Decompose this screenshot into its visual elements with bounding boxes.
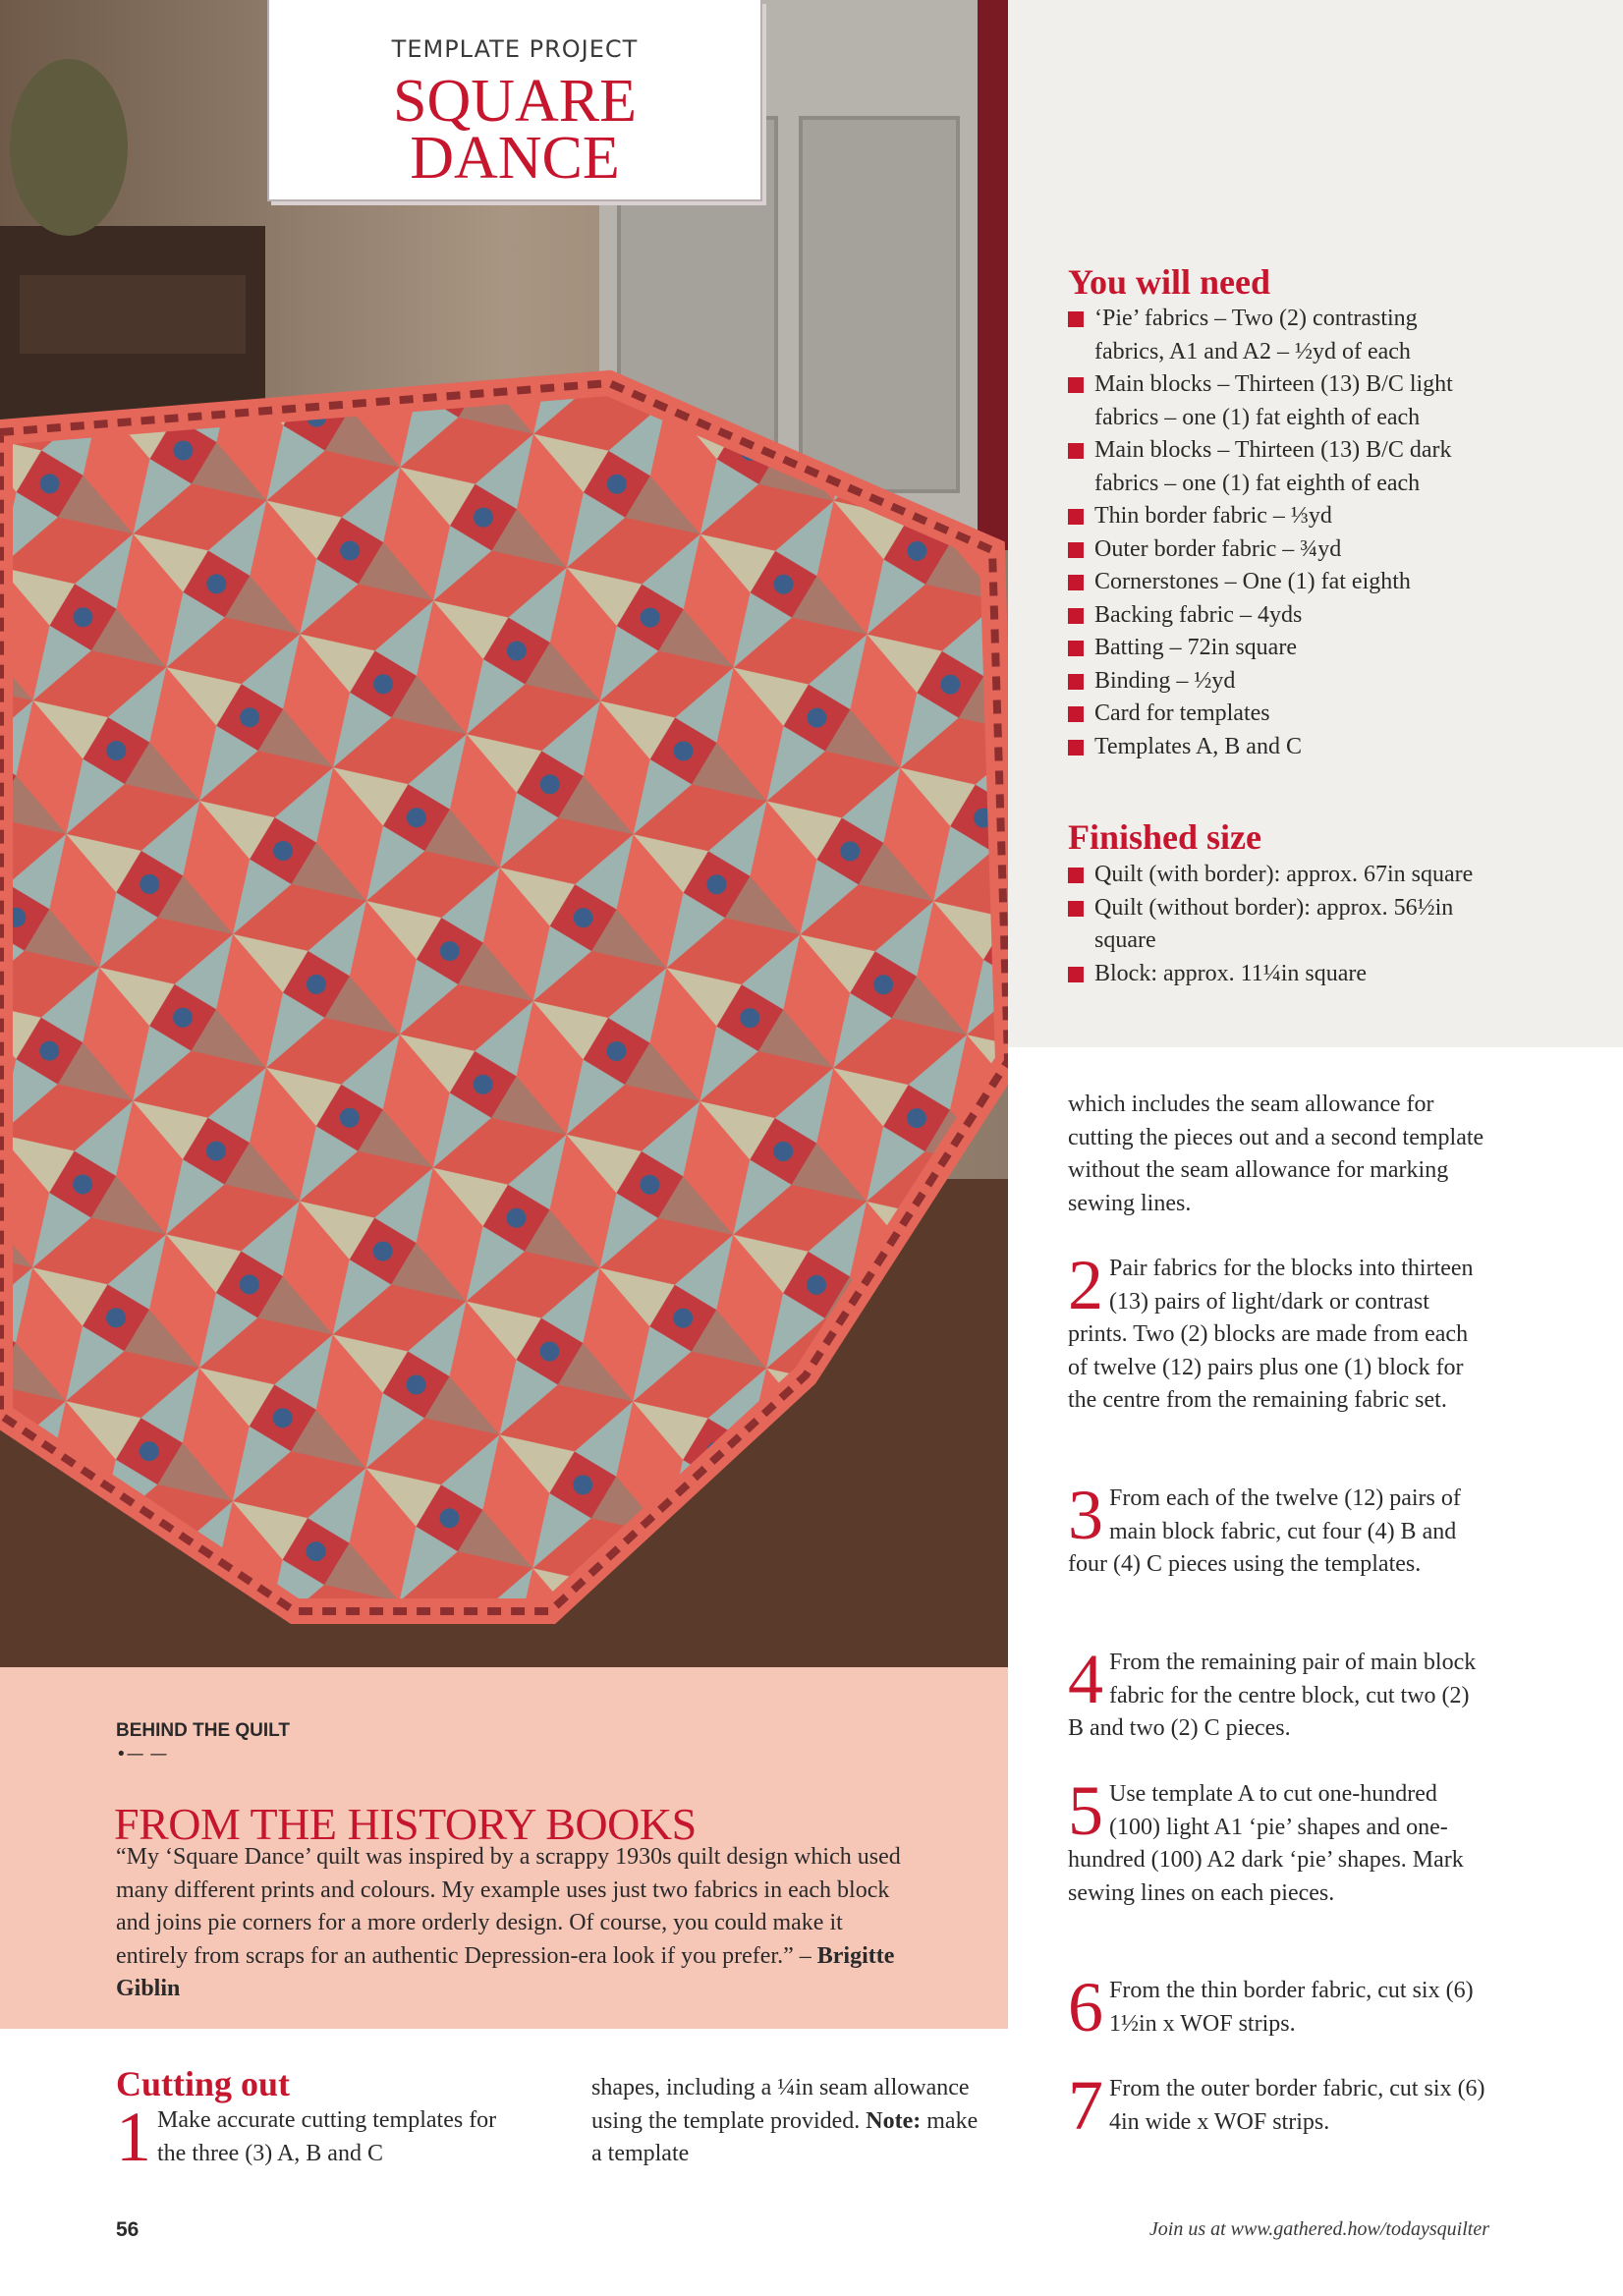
- cutting-out-heading: Cutting out: [116, 2064, 291, 2103]
- history-quote: [116, 1841, 902, 2006]
- step-6: [1068, 1968, 1490, 2046]
- bullet-square-icon: [1068, 641, 1084, 656]
- quote-text: “My ‘Square Dance’ quilt was inspired by a scrappy 1930s quilt design which used many different prints and colours. My example uses just two fabrics in each block and joins pie corners for a more orderly design. Of course, you could make it entirely from scraps for an authentic Depression-era look if you prefer.” –: [116, 1844, 901, 1969]
- bullet-square-icon: [1068, 443, 1084, 459]
- need-item: Binding – ½yd: [1068, 665, 1490, 699]
- bullet-square-icon: [1068, 901, 1084, 917]
- bullet-square-icon: [1068, 674, 1084, 690]
- step-number: 4: [1068, 1640, 1103, 1718]
- bullet-square-icon: [1068, 868, 1084, 883]
- project-title-line1: SQUARE: [392, 68, 638, 135]
- need-item: ‘Pie’ fabrics – Two (2) contrasting fabrics, A1 and A2 – ½yd of each: [1068, 303, 1490, 368]
- bullet-square-icon: [1068, 575, 1084, 590]
- quote-author: Brigitte Giblin: [116, 1942, 895, 2001]
- bullet-square-icon: [1068, 542, 1084, 558]
- need-item: Batting – 72in square: [1068, 632, 1490, 665]
- step-text: From each of the twelve (12) pairs of main block fabric, cut four (4) B and four (4) C pieces using the templates.: [1068, 1485, 1461, 1577]
- size-item: Quilt (without border): approx. 56½in square: [1068, 892, 1490, 958]
- step-text: Make accurate cutting templates for the three (3) A, B and C: [157, 2107, 497, 2166]
- step-1-continued: which includes the seam allowance for cutting the pieces out and a second template without the seam allowance for marking sewing lines.: [1068, 1092, 1484, 1216]
- step-1-middle: [591, 2072, 984, 2171]
- behind-the-quilt-box: [0, 1667, 1008, 2029]
- you-will-need-heading: You will need: [1068, 262, 1271, 302]
- footer-url: Join us at www.gathered.how/todaysquilter: [1148, 2218, 1489, 2240]
- step-7: [1068, 2066, 1490, 2145]
- step-text: Pair fabrics for the blocks into thirteen (13) pairs of light/dark or contrast prints. Two (2) blocks are made from each of twelve (12) pairs plus one (1) block for the centre from the remaining fabric set.: [1068, 1256, 1474, 1413]
- page-number: 56: [116, 2218, 140, 2241]
- step-text: Use template A to cut one-hundred (100) light A1 ‘pie’ shapes and one-hundred (100) A2 dark ‘pie’ shapes. Mark sewing lines on each pieces.: [1068, 1781, 1464, 1906]
- bullet-square-icon: [1068, 740, 1084, 756]
- step-text: From the thin border fabric, cut six (6) 1½in x WOF strips.: [1109, 1978, 1474, 2037]
- need-item: Outer border fabric – ¾yd: [1068, 533, 1490, 567]
- step-text: make a template: [591, 2107, 979, 2166]
- you-will-need-list: [1068, 303, 1490, 763]
- need-item: Backing fabric – 4yds: [1068, 599, 1490, 633]
- step-3: [1068, 1476, 1490, 1582]
- step-number: 1: [116, 2098, 151, 2176]
- bullet-square-icon: [1068, 377, 1084, 393]
- need-item: Main blocks – Thirteen (13) B/C dark fabrics – one (1) fat eighth of each: [1068, 434, 1490, 500]
- step-text: From the remaining pair of main block fabric for the centre block, cut two (2) B and two (2) C pieces.: [1068, 1650, 1477, 1741]
- behind-the-quilt-label: BEHIND THE QUILT: [116, 1720, 290, 1741]
- step-number: 7: [1068, 2066, 1103, 2145]
- step-number: 3: [1068, 1476, 1103, 1554]
- quilt-photo: [0, 0, 1008, 1667]
- step-number: 2: [1068, 1246, 1103, 1324]
- quilt-photo-illustration: [0, 0, 1008, 1667]
- size-item: Block: approx. 11¼in square: [1068, 958, 1490, 991]
- project-title-line2: DANCE: [410, 125, 620, 192]
- need-item: Templates A, B and C: [1068, 731, 1490, 764]
- step-5: [1068, 1771, 1490, 1910]
- project-kicker: TEMPLATE PROJECT: [391, 35, 639, 63]
- bullet-square-icon: [1068, 311, 1084, 327]
- finished-size-heading: Finished size: [1068, 817, 1262, 857]
- finished-size-list: [1068, 859, 1490, 990]
- step-number: 5: [1068, 1771, 1103, 1850]
- arrow-icon: •— —: [116, 1744, 168, 1764]
- step-number: 6: [1068, 1968, 1103, 2046]
- bullet-square-icon: [1068, 509, 1084, 525]
- step-2: [1068, 1246, 1490, 1418]
- size-item: Quilt (with border): approx. 67in square: [1068, 859, 1490, 892]
- bullet-square-icon: [1068, 967, 1084, 982]
- step-text: shapes, including a ¼in seam allowance using the template provided.: [591, 2075, 970, 2134]
- title-box: [267, 0, 762, 201]
- step-4: [1068, 1640, 1490, 1746]
- bullet-square-icon: [1068, 608, 1084, 624]
- step-1: [116, 2098, 519, 2176]
- need-item: Cornerstones – One (1) fat eighth: [1068, 566, 1490, 599]
- bullet-square-icon: [1068, 706, 1084, 722]
- need-item: Thin border fabric – ⅓yd: [1068, 500, 1490, 533]
- need-item: Main blocks – Thirteen (13) B/C light fabrics – one (1) fat eighth of each: [1068, 368, 1490, 434]
- history-heading: FROM THE HISTORY BOOKS: [114, 1799, 697, 1849]
- note-label: Note:: [866, 2107, 922, 2134]
- step-text: From the outer border fabric, cut six (6) 4in wide x WOF strips.: [1109, 2076, 1485, 2135]
- need-item: Card for templates: [1068, 698, 1490, 731]
